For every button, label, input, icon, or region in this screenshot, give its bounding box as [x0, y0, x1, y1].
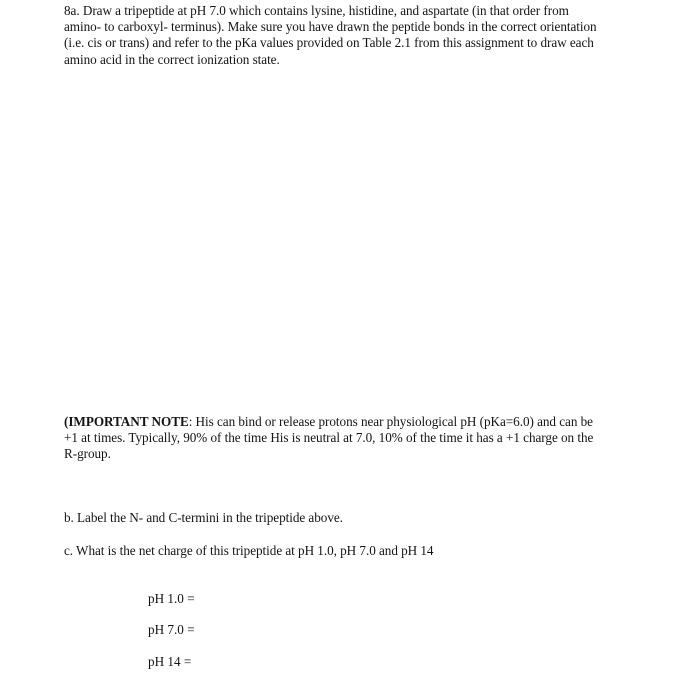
important-note: [64, 414, 664, 463]
question-c: [64, 543, 433, 559]
ph-answer-14: [148, 654, 191, 670]
question-8a-line-3: (i.e. cis or trans) and refer to the pKa values provided on Table 2.1 from this assignment to draw each: [64, 35, 594, 51]
important-note-open-paren: (: [64, 414, 69, 429]
important-note-line-1-text: : His can bind or release protons near physiological pH (pKa=6.0) and can be: [188, 414, 593, 429]
question-b-text: b. Label the N- and C-termini in the tripeptide above.: [64, 510, 343, 525]
ph-answer-7-equals: =: [187, 622, 195, 637]
question-c-text: c. What is the net charge of this tripeptide at pH 1.0, pH 7.0 and pH 14: [64, 543, 434, 558]
ph-answer-1-label: pH 1.0: [148, 591, 184, 606]
ph-answer-1: [148, 591, 195, 607]
important-note-line-2: +1 at times. Typically, 90% of the time His is neutral at 7.0, 10% of the time it has a +1 charge on the: [64, 430, 594, 446]
important-note-line-1: [64, 414, 664, 430]
ph-answer-14-label: pH 14: [148, 654, 181, 669]
ph-answer-1-equals: =: [187, 591, 195, 606]
question-8a-line-2: amino- to carboxyl- terminus). Make sure you have drawn the peptide bonds in the correct orientation: [64, 19, 597, 35]
ph-answer-14-equals: =: [183, 654, 192, 669]
important-note-line-3: R-group.: [64, 446, 111, 462]
ph-answer-7: [148, 622, 195, 638]
question-b: [64, 510, 343, 526]
question-8a-line-4: amino acid in the correct ionization state.: [64, 51, 280, 67]
question-8a: [64, 3, 664, 68]
important-note-label: IMPORTANT NOTE: [68, 414, 189, 429]
question-8a-line-1: 8a. Draw a tripeptide at pH 7.0 which contains lysine, histidine, and aspartate (in that order from: [64, 3, 569, 18]
ph-answer-7-label: pH 7.0: [148, 622, 184, 637]
